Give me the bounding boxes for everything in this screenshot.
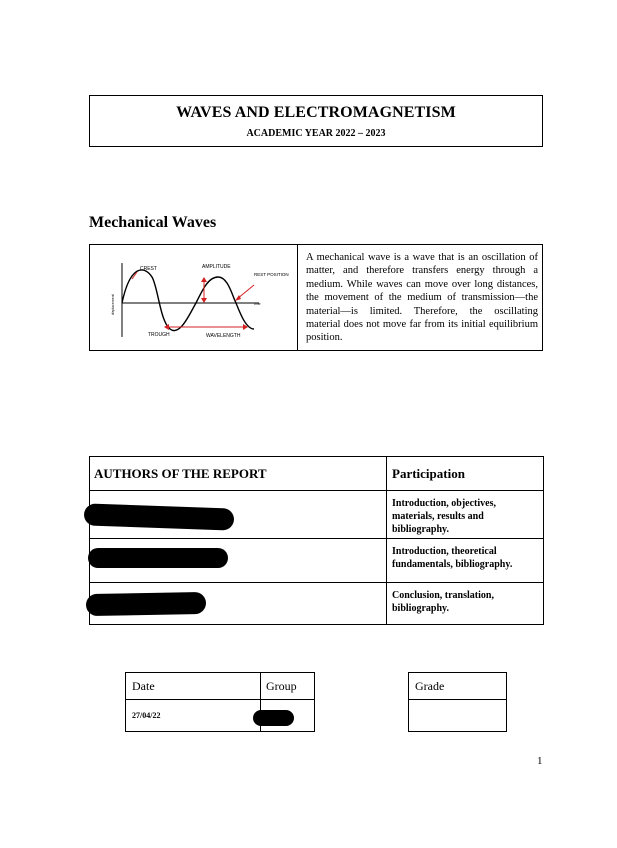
label-crest: CREST — [140, 266, 157, 272]
redaction-mark — [88, 548, 228, 568]
title-box — [89, 95, 543, 147]
participation-cell: Conclusion, translation, bibliography. — [387, 583, 544, 625]
label-wavelength: WAVELENGTH — [206, 333, 241, 339]
participation-cell: Introduction, objectives, materials, results and bibliography. — [387, 491, 544, 539]
label-amplitude: AMPLITUDE — [202, 264, 231, 270]
wave-curve — [122, 270, 254, 331]
group-label: Group — [261, 673, 315, 700]
label-rest: REST POSITION — [254, 272, 289, 277]
section-heading: Mechanical Waves — [89, 214, 217, 231]
page-number: 1 — [537, 755, 543, 767]
authors-header: AUTHORS OF THE REPORT — [90, 457, 387, 491]
grade-label: Grade — [409, 673, 507, 700]
grade-value — [409, 700, 507, 732]
wave-diagram — [104, 255, 289, 345]
date-label: Date — [126, 673, 261, 700]
participation-cell: Introduction, theoretical fundamentals, bibliography. — [387, 539, 544, 583]
label-trough: TROUGH — [148, 332, 170, 338]
document-title: WAVES AND ELECTROMAGNETISM — [176, 104, 456, 121]
mechanical-wave-description: A mechanical wave is a wave that is an oscillation of matter, and therefore transfers energy through a medium. While waves can move over long distances, the movement of the medium of transmission—the material—is limited. Therefore, the oscillating material does not move far from its initial equilibrium position. — [306, 252, 538, 344]
box-divider — [297, 245, 298, 350]
label-x-axis: time — [254, 302, 261, 306]
label-y-axis: displacement — [111, 294, 115, 315]
mechanical-waves-box — [89, 244, 543, 351]
redaction-mark — [86, 592, 206, 616]
date-value: 27/04/22 — [126, 700, 261, 732]
grade-table — [408, 672, 507, 732]
participation-header: Participation — [387, 457, 544, 491]
redaction-mark — [253, 710, 294, 726]
academic-year: ACADEMIC YEAR 2022 – 2023 — [246, 128, 386, 139]
